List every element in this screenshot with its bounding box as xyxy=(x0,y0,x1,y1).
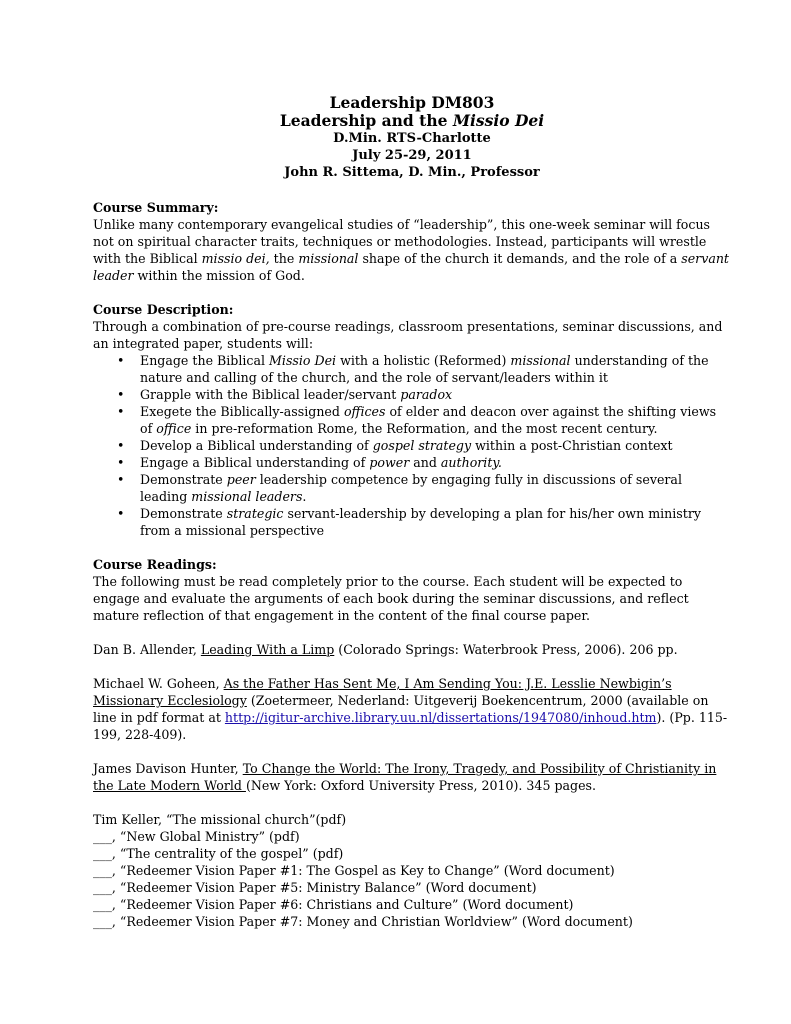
item-text: with a holistic (Reformed) xyxy=(336,353,511,368)
item-text: of elder and deacon over against the shifting views of xyxy=(140,404,717,436)
item-text: understanding of the nature and calling of the church, and the role of servant/leaders within it xyxy=(140,353,709,385)
summary-text: the xyxy=(269,251,299,266)
reading-title: To Change the World: The Irony, Tragedy, and Possibility of Christianity in the Late Modern World xyxy=(93,761,717,793)
item-text: . xyxy=(302,489,307,504)
item-text: in pre-reformation Rome, the Reformation, and the most recent century. xyxy=(191,421,658,436)
reading-publisher: (Colorado Springs: Waterbrook Press, 2006). 206 pp. xyxy=(334,642,678,657)
item-italic: paradox xyxy=(400,387,453,402)
item-italic: missional xyxy=(510,353,571,368)
reading-hunter xyxy=(93,760,731,794)
bullet-icon: • xyxy=(117,506,125,521)
item-text: and xyxy=(409,455,441,470)
subtitle-text: Leadership and the xyxy=(279,111,453,130)
course-summary-section xyxy=(93,199,731,284)
section-title-readings: Course Readings: xyxy=(93,557,217,572)
objectives-list xyxy=(93,352,731,539)
keller-reading: ___, “Redeemer Vision Paper #1: The Gospel as Key to Change” (Word document) xyxy=(93,863,615,878)
document-header xyxy=(93,94,731,181)
item-italic: strategic xyxy=(226,506,284,521)
item-text: leadership competence by engaging fully in discussions of several leading xyxy=(140,472,682,504)
readings-intro: The following must be read completely prior to the course. Each student will be expected to engage and evaluate the arguments of each book during the seminar discussions, and reflect mature reflection of that engagement in the content of the final course paper. xyxy=(93,574,689,623)
list-item xyxy=(117,437,731,454)
reading-pages: ). (Pp. 115-199, 228-409). xyxy=(93,710,728,742)
item-italic: authority. xyxy=(440,455,502,470)
section-title-description: Course Description: xyxy=(93,302,234,317)
description-intro: Through a combination of pre-course readings, classroom presentations, seminar discussions, and an integrated paper, students will: xyxy=(93,319,723,351)
summary-text: shape of the church it demands, and the role of a xyxy=(358,251,682,266)
list-item xyxy=(117,471,731,505)
bullet-icon: • xyxy=(117,472,125,487)
bullet-icon: • xyxy=(117,387,125,402)
item-text: Engage a Biblical understanding of xyxy=(140,455,370,470)
list-item xyxy=(117,386,731,403)
course-readings-section xyxy=(93,556,731,624)
list-item xyxy=(117,454,731,471)
item-text: Grapple with the Biblical leader/servant xyxy=(140,387,401,402)
list-item xyxy=(117,505,731,539)
keller-reading: ___, “Redeemer Vision Paper #7: Money and Christian Worldview” (Word document) xyxy=(93,914,633,929)
reading-goheen xyxy=(93,675,731,743)
item-italic: offices xyxy=(343,404,386,419)
item-text: servant-leadership by developing a plan for his/her own ministry from a missional perspective xyxy=(140,506,701,538)
reading-publisher: (Zoetermeer, Nederland: Uitgeverij Boekencentrum, 2000 (available on line in pdf format at xyxy=(93,693,709,725)
summary-italic: missional xyxy=(298,251,359,266)
item-text: Exegete the Biblically-assigned xyxy=(140,404,344,419)
item-text: Demonstrate xyxy=(140,506,227,521)
keller-reading: ___, “Redeemer Vision Paper #6: Christians and Culture” (Word document) xyxy=(93,897,574,912)
reading-author: James Davison Hunter, xyxy=(93,761,243,776)
subtitle-italic: Missio Dei xyxy=(452,111,545,130)
summary-text: within the mission of God. xyxy=(133,268,305,283)
keller-readings-list xyxy=(93,811,731,930)
keller-reading: ___, “The centrality of the gospel” (pdf) xyxy=(93,846,344,861)
reading-allender xyxy=(93,641,731,658)
item-italic: power xyxy=(369,455,410,470)
item-italic: office xyxy=(156,421,192,436)
item-italic: Missio Dei xyxy=(269,353,337,368)
item-text: within a post-Christian context xyxy=(471,438,673,453)
program-line: D.Min. RTS-Charlotte xyxy=(333,131,491,146)
bullet-icon: • xyxy=(117,438,125,453)
bullet-icon: • xyxy=(117,404,125,419)
list-item xyxy=(117,403,731,437)
course-subtitle xyxy=(93,112,731,130)
professor-line: John R. Sittema, D. Min., Professor xyxy=(284,165,540,180)
summary-italic: servant leader xyxy=(93,251,729,283)
summary-text: Unlike many contemporary evangelical studies of “leadership”, this one-week seminar will focus not on spiritual character traits, techniques or methodologies. Instead, participants will wrestle with the Biblical xyxy=(93,217,711,266)
reading-author: Dan B. Allender, xyxy=(93,642,201,657)
keller-reading: ___, “New Global Ministry” (pdf) xyxy=(93,829,300,844)
reading-publisher: (New York: Oxford University Press, 2010). 345 pages. xyxy=(245,778,597,793)
summary-italic: missio dei, xyxy=(201,251,270,266)
keller-reading: ___, “Redeemer Vision Paper #5: Ministry Balance” (Word document) xyxy=(93,880,537,895)
reading-title: As the Father Has Sent Me, I Am Sending You: J.E. Lesslie Newbigin’s Missionary Ecclesiology xyxy=(93,676,672,708)
dissertation-link[interactable]: http://igitur-archive.library.uu.nl/dissertations/1947080/inhoud.htm xyxy=(224,710,657,725)
keller-reading: Tim Keller, “The missional church”(pdf) xyxy=(93,812,347,827)
list-item xyxy=(117,352,731,386)
bullet-icon: • xyxy=(117,455,125,470)
reading-title: Leading With a Limp xyxy=(200,642,335,657)
item-text: Engage the Biblical xyxy=(140,353,270,368)
bullet-icon: • xyxy=(117,353,125,368)
item-italic: gospel strategy xyxy=(372,438,472,453)
section-title-summary: Course Summary: xyxy=(93,200,219,215)
dates-line: July 25-29, 2011 xyxy=(352,148,472,163)
item-text: Demonstrate xyxy=(140,472,227,487)
summary-paragraph xyxy=(93,216,731,284)
reading-author: Michael W. Goheen, xyxy=(93,676,224,691)
course-description-section xyxy=(93,301,731,539)
item-italic: missional leaders xyxy=(191,489,303,504)
course-title: Leadership DM803 xyxy=(329,93,495,112)
item-text: Develop a Biblical understanding of xyxy=(140,438,373,453)
item-italic: peer xyxy=(226,472,256,487)
